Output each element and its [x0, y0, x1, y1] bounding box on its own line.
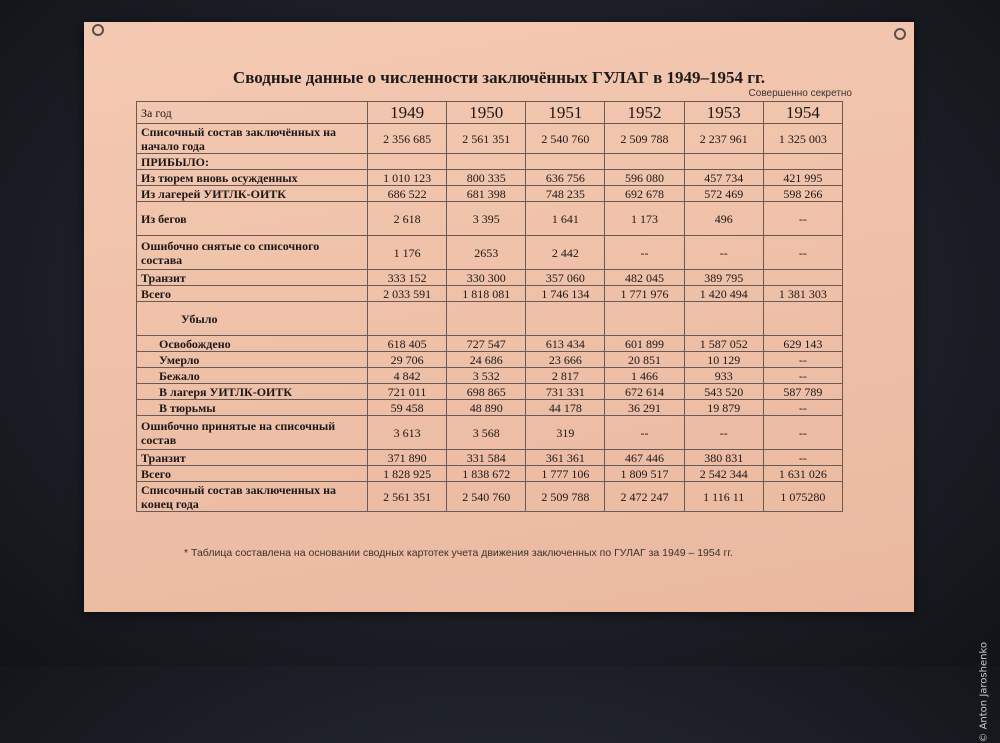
value-cell: 2 472 247 — [605, 482, 684, 512]
value-cell: 19 879 — [684, 400, 763, 416]
value-cell: 496 — [684, 202, 763, 236]
classification-stamp: Совершенно секретно — [748, 88, 852, 99]
value-cell: 1 809 517 — [605, 466, 684, 482]
value-cell: 636 756 — [526, 170, 605, 186]
value-cell: 748 235 — [526, 186, 605, 202]
value-cell: 3 568 — [447, 416, 526, 450]
row-label: Транзит — [137, 270, 368, 286]
row-label: Ошибочно принятые на списочный состав — [137, 416, 368, 450]
table-header-row — [137, 102, 843, 124]
value-cell: 2 540 760 — [526, 124, 605, 154]
value-cell: -- — [763, 352, 842, 368]
value-cell: -- — [763, 368, 842, 384]
value-cell: 543 520 — [684, 384, 763, 400]
value-cell: -- — [763, 416, 842, 450]
row-label: Бежало — [137, 368, 368, 384]
value-cell: 2 561 351 — [447, 124, 526, 154]
value-cell: 1 818 081 — [447, 286, 526, 302]
value-cell: 23 666 — [526, 352, 605, 368]
row-label: В лагеря УИТЛК-ОИТК — [137, 384, 368, 400]
value-cell: 467 446 — [605, 450, 684, 466]
value-cell: 596 080 — [605, 170, 684, 186]
table-row — [137, 336, 843, 352]
table-row — [137, 450, 843, 466]
value-cell: 2 356 685 — [368, 124, 447, 154]
row-label: Из лагерей УИТЛК-ОИТК — [137, 186, 368, 202]
value-cell: 1 587 052 — [684, 336, 763, 352]
pin-hole-top-left — [92, 24, 104, 36]
table-row — [137, 466, 843, 482]
table-row — [137, 400, 843, 416]
table-row — [137, 368, 843, 384]
row-label: Всего — [137, 286, 368, 302]
value-cell: 613 434 — [526, 336, 605, 352]
table-row — [137, 202, 843, 236]
year-header-1954: 1954 — [763, 102, 842, 124]
row-label: Всего — [137, 466, 368, 482]
table-row — [137, 384, 843, 400]
value-cell: 3 532 — [447, 368, 526, 384]
value-cell — [368, 302, 447, 336]
table-row — [137, 236, 843, 270]
year-header-1952: 1952 — [605, 102, 684, 124]
table-body — [137, 124, 843, 512]
value-cell: -- — [763, 236, 842, 270]
value-cell: 933 — [684, 368, 763, 384]
value-cell: 357 060 — [526, 270, 605, 286]
value-cell: 1 325 003 — [763, 124, 842, 154]
value-cell: 36 291 — [605, 400, 684, 416]
row-label: Освобождено — [137, 336, 368, 352]
value-cell: 1 381 303 — [763, 286, 842, 302]
row-label: Умерло — [137, 352, 368, 368]
value-cell: 1 173 — [605, 202, 684, 236]
value-cell: -- — [763, 202, 842, 236]
table-row — [137, 270, 843, 286]
value-cell: 361 361 — [526, 450, 605, 466]
value-cell — [447, 154, 526, 170]
table-row — [137, 286, 843, 302]
row-label: Из бегов — [137, 202, 368, 236]
value-cell: 2 817 — [526, 368, 605, 384]
value-cell — [605, 154, 684, 170]
value-cell: 572 469 — [684, 186, 763, 202]
value-cell: 4 842 — [368, 368, 447, 384]
value-cell: 10 129 — [684, 352, 763, 368]
value-cell: 44 178 — [526, 400, 605, 416]
value-cell: 2 509 788 — [526, 482, 605, 512]
row-label: Транзит — [137, 450, 368, 466]
value-cell: 681 398 — [447, 186, 526, 202]
value-cell: 3 395 — [447, 202, 526, 236]
value-cell: 59 458 — [368, 400, 447, 416]
table-row — [137, 154, 843, 170]
table-row — [137, 170, 843, 186]
value-cell: 587 789 — [763, 384, 842, 400]
value-cell: 721 011 — [368, 384, 447, 400]
row-label: Списочный состав заключенных на конец года — [137, 482, 368, 512]
value-cell: 698 865 — [447, 384, 526, 400]
value-cell: 24 686 — [447, 352, 526, 368]
value-cell: 1 838 672 — [447, 466, 526, 482]
value-cell: -- — [684, 236, 763, 270]
value-cell: 48 890 — [447, 400, 526, 416]
value-cell: 330 300 — [447, 270, 526, 286]
value-cell: 2 509 788 — [605, 124, 684, 154]
value-cell: 692 678 — [605, 186, 684, 202]
year-header-1953: 1953 — [684, 102, 763, 124]
value-cell: 2 561 351 — [368, 482, 447, 512]
value-cell: 1 828 925 — [368, 466, 447, 482]
value-cell: 2 618 — [368, 202, 447, 236]
value-cell — [763, 302, 842, 336]
value-cell: 731 331 — [526, 384, 605, 400]
value-cell: 672 614 — [605, 384, 684, 400]
value-cell: 29 706 — [368, 352, 447, 368]
value-cell — [368, 154, 447, 170]
value-cell: 1 176 — [368, 236, 447, 270]
value-cell — [447, 302, 526, 336]
year-header-1950: 1950 — [447, 102, 526, 124]
value-cell: 319 — [526, 416, 605, 450]
value-cell — [684, 154, 763, 170]
table-row — [137, 302, 843, 336]
value-cell: 686 522 — [368, 186, 447, 202]
table-row — [137, 124, 843, 154]
value-cell: 598 266 — [763, 186, 842, 202]
row-label: ПРИБЫЛО: — [137, 154, 368, 170]
value-cell: 2 542 344 — [684, 466, 763, 482]
value-cell: 2 237 961 — [684, 124, 763, 154]
row-label: В тюрьмы — [137, 400, 368, 416]
value-cell — [526, 302, 605, 336]
value-cell: -- — [763, 450, 842, 466]
photo-credit: © Anton Jaroshenko — [979, 642, 990, 743]
value-cell: 2653 — [447, 236, 526, 270]
value-cell — [763, 270, 842, 286]
value-cell: 2 540 760 — [447, 482, 526, 512]
value-cell: -- — [605, 236, 684, 270]
table-row — [137, 416, 843, 450]
value-cell: 20 851 — [605, 352, 684, 368]
table-row — [137, 186, 843, 202]
value-cell: 389 795 — [684, 270, 763, 286]
value-cell: 421 995 — [763, 170, 842, 186]
year-header-1949: 1949 — [368, 102, 447, 124]
document-sheet — [84, 22, 914, 612]
value-cell: 333 152 — [368, 270, 447, 286]
value-cell: 1 641 — [526, 202, 605, 236]
value-cell: 1 116 11 — [684, 482, 763, 512]
value-cell — [605, 302, 684, 336]
value-cell: 629 143 — [763, 336, 842, 352]
value-cell — [684, 302, 763, 336]
value-cell: 3 613 — [368, 416, 447, 450]
value-cell: 601 899 — [605, 336, 684, 352]
row-label: Списочный состав заключённых на начало года — [137, 124, 368, 154]
value-cell: 380 831 — [684, 450, 763, 466]
value-cell: 457 734 — [684, 170, 763, 186]
row-label: Из тюрем вновь осужденных — [137, 170, 368, 186]
value-cell: 1 746 134 — [526, 286, 605, 302]
value-cell: 1 777 106 — [526, 466, 605, 482]
value-cell — [763, 154, 842, 170]
pin-hole-top-right — [894, 28, 906, 40]
value-cell: 727 547 — [447, 336, 526, 352]
value-cell: 2 442 — [526, 236, 605, 270]
value-cell: 1 631 026 — [763, 466, 842, 482]
value-cell: 331 584 — [447, 450, 526, 466]
table-row — [137, 352, 843, 368]
value-cell: 1 075280 — [763, 482, 842, 512]
value-cell: 371 890 — [368, 450, 447, 466]
value-cell — [526, 154, 605, 170]
document-title: Сводные данные о численности заключённых ГУЛАГ в 1949–1954 гг. — [232, 68, 766, 87]
value-cell: -- — [605, 416, 684, 450]
value-cell: 1 420 494 — [684, 286, 763, 302]
value-cell: 800 335 — [447, 170, 526, 186]
row-label: Ошибочно снятые со списочного состава — [137, 236, 368, 270]
value-cell: 1 771 976 — [605, 286, 684, 302]
value-cell: -- — [684, 416, 763, 450]
row-label: Убыло — [137, 302, 368, 336]
value-cell: 1 010 123 — [368, 170, 447, 186]
value-cell: 482 045 — [605, 270, 684, 286]
prisoner-statistics-table — [136, 101, 843, 512]
footnote: * Таблица составлена на основании сводных картотек учета движения заключенных по ГУЛАГ за 1949 – 1954 гг. — [184, 547, 733, 559]
header-label-cell: За год — [137, 102, 368, 124]
value-cell: 1 466 — [605, 368, 684, 384]
value-cell: 2 033 591 — [368, 286, 447, 302]
value-cell: -- — [763, 400, 842, 416]
table-row — [137, 482, 843, 512]
year-header-1951: 1951 — [526, 102, 605, 124]
value-cell: 618 405 — [368, 336, 447, 352]
